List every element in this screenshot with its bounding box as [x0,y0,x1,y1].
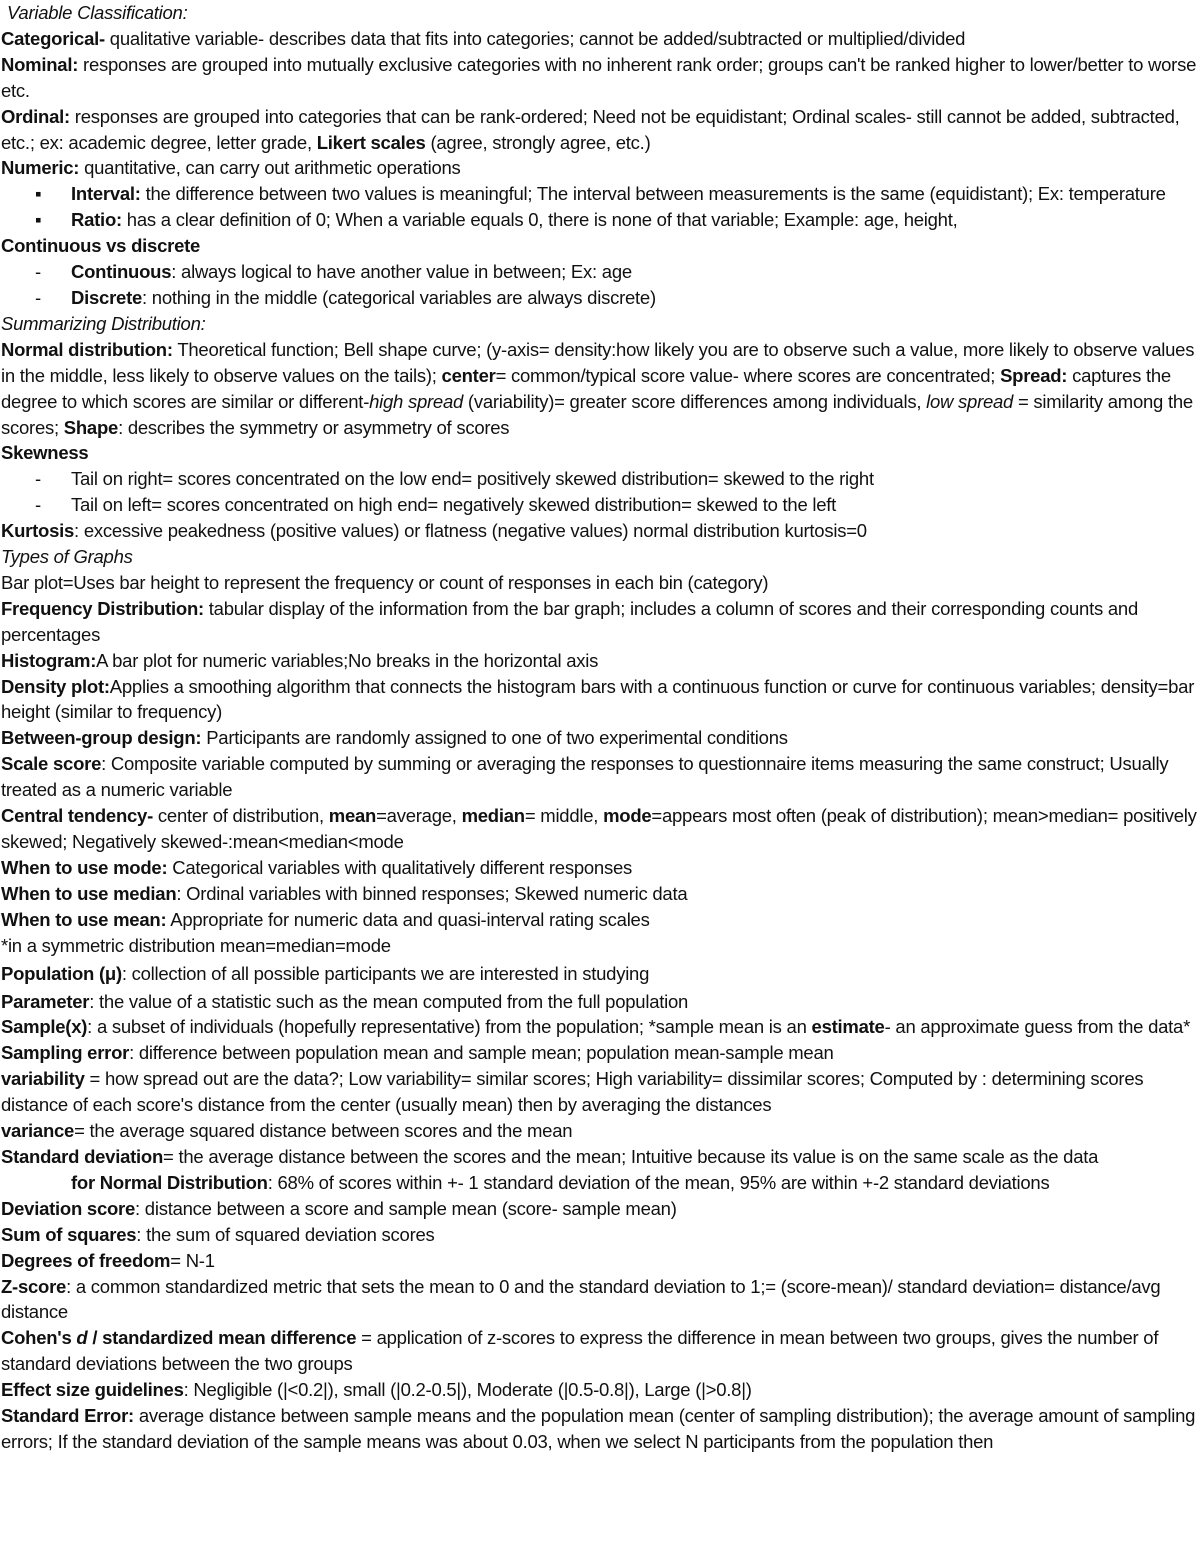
definition: = the average squared distance between scores and the mean [74,1120,573,1142]
entry-symmetric-note [1,933,1198,959]
dash-bullet-icon: - [35,494,41,516]
dash-bullet-icon: - [35,261,41,283]
definition: center of distribution, [153,805,329,827]
term: Kurtosis [1,520,75,542]
definition: Applies a smoothing algorithm that connects the histogram bars with a continuous function or curve for continuous variables; density=bar height (similar to frequency) [1,675,1195,723]
term: Scale score [1,753,102,775]
term: for Normal Distribution [71,1171,268,1193]
entry-density-plot [1,674,1198,726]
definition: tabular display of the information from the bar graph; includes a column of scores and their corresponding counts and percentages [1,597,1138,645]
entry-skew-right [1,466,1198,492]
entry-interval [1,181,1198,207]
definition: = how spread out are the data?; Low variability= similar scores; High variability= dissimilar scores; Computed by : determining scores distance of each score's distance from the center (usually mean) then by averaging the distances [1,1068,1144,1116]
term-mean: mean [328,805,377,827]
entry-between-group-design [1,725,1198,751]
definition: captures the degree to which scores are similar or different- [1,364,1171,412]
term: Central tendency- [1,805,154,827]
term-mode: mode [603,805,652,827]
term-median: median [461,805,525,827]
note: *in a symmetric distribution mean=median=mode [1,934,391,956]
term: When to use mode: [1,856,168,878]
definition: Categorical variables with qualitatively different responses [167,856,633,878]
section-heading-summarizing-distribution: Summarizing Distribution: [1,312,206,334]
term: variance [1,1120,75,1142]
definition: : the sum of squared deviation scores [136,1223,435,1245]
entry-variability [1,1066,1198,1118]
entry-degrees-of-freedom [1,1248,1198,1274]
definition: Tail on left= scores concentrated on high end= negatively skewed distribution= skewed to the left [71,494,837,516]
entry-nominal [1,52,1198,104]
definition: = similarity among the scores; [1,390,1193,438]
term: Ordinal: [1,105,70,127]
dash-bullet-icon: - [35,286,41,308]
term-spread: Spread: [1000,364,1068,386]
definition: : difference between population mean and sample mean; population mean-sample mean [129,1042,834,1064]
definition: has a clear definition of 0; When a variable equals 0, there is none of that variable; Example: age, height, [121,209,958,231]
heading: Skewness [1,442,89,464]
term: Cohen's [1,1327,77,1349]
definition: = middle, [524,805,604,827]
definition: (variability)= greater score differences among individuals, [463,390,927,412]
entry-skewness [1,440,1198,466]
definition: = application of z-scores to express the difference in mean between two groups, gives the number of standard deviations between the two groups [1,1327,1159,1375]
entry-ratio [1,207,1198,233]
term: Degrees of freedom [1,1249,171,1271]
definition: : Composite variable computed by summing or averaging the responses to questionnaire items measuring the same construct; Usually treated as a numeric variable [1,753,1169,801]
definition: : Negligible (|<0.2|), small (|0.2-0.5|), Moderate (|0.5-0.8|), Large (|>0.8|) [183,1379,752,1401]
entry-deviation-score [1,1196,1198,1222]
italic-low-spread: low spread [926,390,1014,412]
term: Parameter [1,990,90,1012]
term: Effect size guidelines [1,1379,184,1401]
term: Standard deviation [1,1145,164,1167]
term: Frequency Distribution: [1,597,204,619]
entry-standard-deviation [1,1144,1198,1170]
entry-when-mode [1,855,1198,881]
term: Density plot: [1,675,110,697]
definition: : collection of all possible participants we are interested in studying [121,962,650,984]
definition: qualitative variable- describes data that fits into categories; cannot be added/subtracted or multiplied/divided [104,27,966,49]
entry-when-median [1,881,1198,907]
term: Discrete [71,286,143,308]
entry-sampling-error [1,1040,1198,1066]
term: Sampling error [1,1042,130,1064]
term: When to use mean: [1,908,167,930]
definition: Participants are randomly assigned to one of two experimental conditions [201,727,788,749]
entry-effect-size-guidelines [1,1377,1198,1403]
term: Nominal: [1,53,79,75]
definition: average distance between sample means and the population mean (center of sampling distribution); the average amount of sampling errors; If the standard deviation of the sample means was about 0.03, when we select N participants from the population then [1,1405,1196,1452]
term: Normal distribution: [1,338,173,360]
definition: : Ordinal variables with binned responses; Skewed numeric data [176,882,688,904]
term: Z-score [1,1275,67,1297]
term-likert: Likert scales [316,131,426,153]
definition: Bar plot=Uses bar height to represent the frequency or count of responses in each bin (category) [1,571,769,593]
definition: : excessive peakedness (positive values) or flatness (negative values) normal distribution kurtosis=0 [74,520,867,542]
definition: Appropriate for numeric data and quasi-interval rating scales [166,908,650,930]
definition: = N-1 [170,1249,215,1271]
entry-population [1,959,1198,989]
entry-discrete [1,285,1198,311]
definition: Theoretical function; Bell shape curve; (y-axis= density:how likely you are to observe such a value, more likely to observe values in the middle, less likely to observe values on the tails); [1,338,1195,386]
entry-sum-of-squares [1,1222,1198,1248]
term: variability [1,1068,85,1090]
entry-for-normal-distribution [1,1170,1198,1196]
entry-histogram [1,648,1198,674]
entry-ordinal [1,104,1198,156]
heading: Continuous vs discrete [1,235,201,257]
entry-cohens-d [1,1325,1198,1377]
term-italic-d: d [76,1327,88,1349]
entry-kurtosis [1,518,1198,544]
definition: : nothing in the middle (categorical variables are always discrete) [142,286,656,308]
term: Deviation score [1,1197,136,1219]
definition: =average, [376,805,462,827]
term: Standard Error: [1,1405,134,1427]
entry-bar-plot [1,570,1198,596]
entry-scale-score [1,751,1198,803]
term: Categorical- [1,27,105,49]
definition: - an approximate guess from the data* [884,1016,1191,1038]
entry-continuous-vs-discrete [1,233,1198,259]
definition: : always logical to have another value in between; Ex: age [171,261,632,283]
definition: responses are grouped into mutually exclusive categories with no inherent rank order; groups can't be ranked higher to lower/better to worse etc. [1,53,1197,101]
entry-z-score [1,1274,1198,1326]
definition: = common/typical score value- where scores are concentrated; [495,364,1001,386]
section-heading-types-of-graphs: Types of Graphs [1,546,133,568]
definition: : a subset of individuals (hopefully representative) from the population; *sample mean is an [87,1016,812,1038]
entry-parameter [1,989,1198,1015]
definition: : describes the symmetry or asymmetry of scores [118,416,510,438]
entry-when-mean [1,907,1198,933]
entry-frequency-distribution [1,596,1198,648]
square-bullet-icon: ▪ [35,209,42,231]
definition: (agree, strongly agree, etc.) [425,131,651,153]
term: / standardized mean difference [87,1327,357,1349]
definition: : the value of a statistic such as the mean computed from the full population [89,990,689,1012]
term: Numeric: [1,157,80,179]
entry-numeric [1,155,1198,181]
term: Sample(x) [1,1016,88,1038]
entry-normal-distribution [1,337,1198,441]
term: Histogram: [1,649,97,671]
entry-skew-left [1,492,1198,518]
definition: : 68% of scores within +- 1 standard deviation of the mean, 95% are within +-2 standard deviations [267,1171,1050,1193]
term: Continuous [71,261,172,283]
term: When to use median [1,882,177,904]
term: Sum of squares [1,1223,137,1245]
definition: =appears most often (peak of distribution); mean>median= positively skewed; Negatively skewed-:mean<median<mode [1,805,1197,852]
definition: : distance between a score and sample mean (score- sample mean) [135,1197,677,1219]
definition: the difference between two values is meaningful; The interval between measurements is the same (equidistant); Ex: temperature [140,183,1166,205]
dash-bullet-icon: - [35,468,41,490]
definition: = the average distance between the scores and the mean; Intuitive because its value is on the same scale as the data [163,1145,1099,1167]
entry-continuous [1,259,1198,285]
entry-variance [1,1118,1198,1144]
definition: Tail on right= scores concentrated on the low end= positively skewed distribution= skewed to the right [71,468,874,490]
definition: quantitative, can carry out arithmetic operations [79,157,461,179]
entry-central-tendency [1,803,1198,855]
square-bullet-icon: ▪ [35,183,42,205]
entry-sample [1,1014,1198,1040]
term: Between-group design: [1,727,202,749]
italic-high-spread: high spread [369,390,464,412]
term: Ratio: [71,209,122,231]
term-shape: Shape [63,416,119,438]
term-estimate: estimate [811,1016,885,1038]
definition: A bar plot for numeric variables;No breaks in the horizontal axis [96,649,599,671]
term: Population (μ) [1,962,122,984]
entry-categorical [1,26,1198,52]
term: Interval: [71,183,141,205]
definition: responses are grouped into categories that can be rank-ordered; Need not be equidistant; Ordinal scales- still cannot be added, subtracted, etc.; ex: academic degree, letter grade, [1,105,1180,153]
term-center: center [441,364,496,386]
definition: : a common standardized metric that sets the mean to 0 and the standard deviation to 1;= (score-mean)/ standard deviation= distance/avg distance [1,1275,1161,1323]
section-heading-variable-classification: Variable Classification: [7,2,188,23]
entry-standard-error [1,1403,1198,1455]
